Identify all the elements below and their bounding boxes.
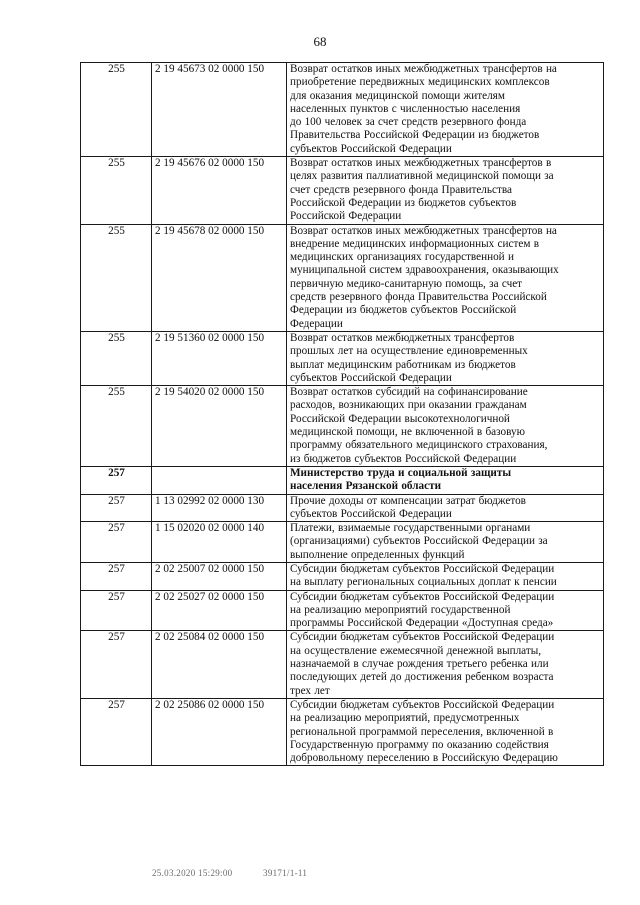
income-name-line: Федерации из бюджетов субъектов Российской [290,304,517,317]
budget-code-cell: 2 19 45676 02 0000 150 [152,157,287,224]
income-name-line: медицинских организациях государственной и [290,251,514,264]
income-name-line: выполнение определенных функций [290,548,465,561]
income-name-line: Платежи, взимаемые государственными органами [290,522,531,535]
income-name-line: Возврат остатков иных межбюджетных трансфертов в [290,157,552,170]
budget-code-cell: 2 02 25007 02 0000 150 [152,562,287,590]
admin-code-cell: 257 [81,631,152,698]
income-name-line: программу обязательного медицинского страхования, [290,439,548,452]
income-name-line: Возврат остатков иных межбюджетных трансфертов на [290,63,557,75]
income-name-line: трех лет [290,684,330,697]
admin-code-cell: 257 [81,494,152,522]
income-name-line: Российской Федерации [290,210,402,223]
budget-code-cell: 2 19 54020 02 0000 150 [152,386,287,467]
income-name-line: Прочие доходы от компенсации затрат бюджетов [290,494,526,507]
admin-code-cell: 255 [81,386,152,467]
table-row [81,386,604,467]
income-name-cell [287,331,604,385]
income-name-line: целях развития паллиативной медицинской помощи за [290,170,554,183]
income-name-line: на реализацию мероприятий, предусмотренных [290,712,520,725]
table-row [81,331,604,385]
table-row [81,590,604,631]
table-row [81,631,604,698]
income-name-line: выплат медицинским работникам из бюджетов [290,358,516,371]
income-name-line: населения Рязанской области [290,480,442,493]
income-name-line: Российской Федерации высокотехнологичной [290,412,510,425]
admin-code-cell: 257 [81,590,152,631]
income-name-line: для оказания медицинской помощи жителям [290,89,505,102]
income-name-line: программы Российской Федерации «Доступная среда» [290,617,554,630]
income-name-line: региональной программой переселения, включенной в [290,725,554,738]
income-name-line: Возврат остатков иных межбюджетных трансфертов на [290,224,557,237]
income-name-cell [287,157,604,224]
budget-code-cell: 2 19 45678 02 0000 150 [152,224,287,331]
table-row [81,494,604,522]
ministry-header-row [81,466,604,494]
income-name-line: Возврат остатков субсидий на софинансирование [290,386,528,399]
income-name-line: из бюджетов субъектов Российской Федерации [290,452,517,465]
income-name-line: внедрение медицинских информационных систем в [290,237,539,250]
income-name-cell [287,590,604,631]
admin-code-cell: 255 [81,63,152,157]
income-name-line: последующих детей до достижения ребенком возраста [290,671,554,684]
income-name-line: расходов, возникающих при оказании гражданам [290,399,527,412]
income-name-cell [287,562,604,590]
income-name-line: на выплату региональных социальных доплат к пенсии [290,576,557,589]
budget-code-cell: 2 02 25084 02 0000 150 [152,631,287,698]
budget-code-cell: 1 13 02992 02 0000 130 [152,494,287,522]
income-name-cell [287,466,604,494]
income-name-line: назначаемой в случае рождения третьего ребенка или [290,658,549,671]
table-row [81,698,604,765]
income-name-cell [287,386,604,467]
income-name-line: муниципальной систем здравоохранения, оказывающих [290,264,559,277]
income-name-line: прошлых лет на осуществление единовременных [290,345,528,358]
income-name-line: Министерство труда и социальной защиты [290,466,512,479]
table-row [81,562,604,590]
income-name-line: Правительства Российской Федерации из бюджетов [290,129,540,142]
income-name-cell [287,224,604,331]
budget-code-cell: 2 02 25027 02 0000 150 [152,590,287,631]
income-name-line: Субсидии бюджетам субъектов Российской Федерации [290,562,555,575]
income-name-line: средств резервного фонда Правительства Российской [290,291,547,304]
income-name-line: Субсидии бюджетам субъектов Российской Федерации [290,698,555,711]
table-body [81,63,604,766]
footer-document-code: 39171/1-11 [263,868,308,878]
admin-code-cell: 255 [81,157,152,224]
admin-code-cell: 257 [81,698,152,765]
table-row [81,224,604,331]
admin-code-cell: 257 [81,562,152,590]
table-row [81,522,604,563]
income-name-cell [287,522,604,563]
admin-code-cell: 255 [81,331,152,385]
income-name-line: субъектов Российской Федерации [290,371,452,384]
income-name-line: до 100 человек за счет средств резервного фонда [290,116,527,129]
income-name-line: первичную медико-санитарную помощь, за счет [290,277,523,290]
budget-code-cell [152,466,287,494]
footer-timestamp: 25.03.2020 15:29:00 [152,868,233,878]
admin-code-cell: 255 [81,224,152,331]
income-name-line: на осуществление ежемесячной денежной выплаты, [290,644,542,657]
table-row [81,63,604,157]
income-name-line: Субсидии бюджетам субъектов Российской Федерации [290,631,555,644]
income-name-line: Федерации [290,317,343,330]
admin-code-cell: 257 [81,522,152,563]
income-name-cell [287,494,604,522]
income-name-line: счет средств резервного фонда Правительства [290,183,512,196]
income-name-line: Субсидии бюджетам субъектов Российской Федерации [290,590,555,603]
income-name-line: Государственную программу по оказанию содействия [290,738,549,751]
income-name-line: Российской Федерации из бюджетов субъектов [290,196,517,209]
admin-code-cell: 257 [81,466,152,494]
income-name-line: на реализацию мероприятий государственной [290,603,511,616]
income-name-line: субъектов Российской Федерации [290,507,452,520]
income-name-line: субъектов Российской Федерации [290,142,452,155]
budget-classification-table [80,62,604,766]
budget-code-cell: 2 02 25086 02 0000 150 [152,698,287,765]
income-name-line: добровольному переселению в Российскую Федерацию [290,752,558,765]
document-footer [152,868,307,878]
budget-code-cell: 2 19 51360 02 0000 150 [152,331,287,385]
income-name-cell [287,631,604,698]
page-number: 68 [313,34,327,49]
income-name-line: (организациями) субъектов Российской Федерации за [290,535,548,548]
income-name-cell [287,698,604,765]
budget-code-cell: 1 15 02020 02 0000 140 [152,522,287,563]
income-name-line: населенных пунктов с численностью населения [290,102,521,115]
table-row [81,157,604,224]
income-name-line: приобретение передвижных медицинских комплексов [290,76,550,89]
income-name-cell [287,63,604,157]
budget-code-cell: 2 19 45673 02 0000 150 [152,63,287,157]
income-name-line: Возврат остатков межбюджетных трансфертов [290,331,515,344]
income-name-line: медицинской помощи, не включенной в базовую [290,426,525,439]
